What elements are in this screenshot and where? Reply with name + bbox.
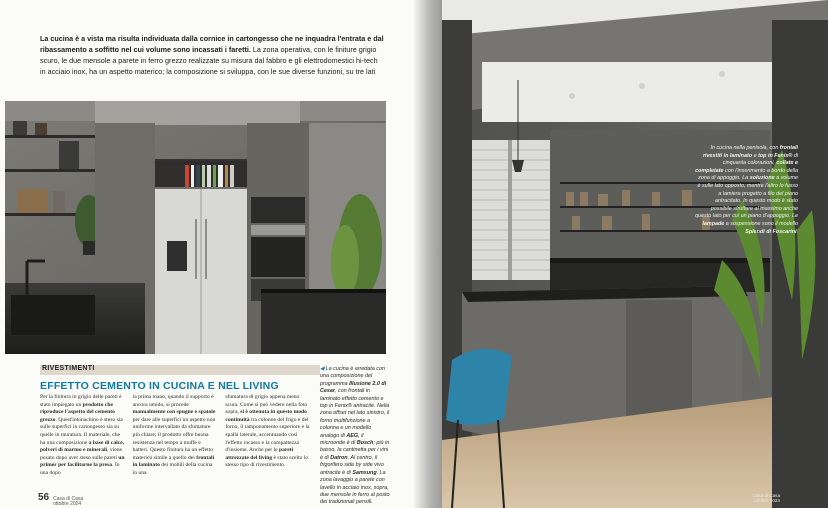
body-column-3: sfumatura di grigio appena meno scura. Come si può vedere nella foto sopra, si è ottenuta in questo modo continuità tra colonne del frigo e del forno, il tamponamento superiore e la spalla laterale, accentuando così l'effetto incasso e la compattezza d'insieme. Anche per le pareti attrezzate del living è stato scelto lo stesso tipo di rivestimento. <box>225 394 310 469</box>
living-kitchen-photo <box>442 0 828 508</box>
right-page <box>442 0 828 508</box>
intro-line: La cucina è a vista ma risulta individuata dalla cornice in cartongesso che ne inquadra l'entrata e dal <box>40 34 384 43</box>
body-columns <box>40 394 310 478</box>
section-tag: RIVESTIMENTI <box>42 365 95 372</box>
article-headline: EFFETTO CEMENTO IN CUCINA E NEL LIVING <box>40 380 279 392</box>
caption-arrow-icon: ◀ <box>320 366 326 372</box>
folio-magazine: Casa di Casa ottobre 2024 <box>53 496 84 507</box>
body-column-2: la prima mano, quando il supporto è ancora umido, si procede manualmente con spugne e spatole per dare alle superfici un aspetto non uniforme intervallato da sfumature più chiare; il prodotto offre buona resistenza nel tempo a muffe e batteri. Questo finitura ha un effetto materico simile a quello dei frontali in laminato dei mobili della cucina in una <box>132 394 216 476</box>
right-photo-caption: In cucina nella penisola, con frontali rivestiti in laminato e top in Fenix® di cinquanta colorazioni, collate e completate con l'inserimento a bordo della zona di appoggio. La soluzione a volume è sulle lato opposto, mentre l'altro lo fusso a lamiera progetto a filo del piano antracitato. In questo modo è stato possibile sfruttare al massimo anche questo lato per cui un piano d'appoggio. Le lampade a sospensione sono il modello Splendi di Foscarini. <box>695 145 798 235</box>
photo-caption: ◀ La cucina è arredata con una composizione del programma Illusione 2.0 di Cesar, con frontali in laminato effetto cemento e top in Fenix® antracite. Nella zona offset nel lato sinistro, il forno multifunzione a colonna e un modello analogo di AEG, il microonde è di Bosch; più in basso, la cantinetta per i vini è di Datron. Al centro, il frigorifero side by side vivo antracite è di Samsung. La zona lavaggio a parete con lavello in acciaio inox, sopra, due mensole in ferro al posto dei tradizionali pensili. <box>320 366 390 506</box>
right-folio: Casa di Casa ottobre 2024 <box>752 493 780 503</box>
page-gutter <box>414 0 442 508</box>
page-folio <box>38 492 83 507</box>
body-column-1: Per la finitura in grigio delle pareti è stato impiegato un prodotto che riproduce l'aspetto del cemento grezzo. Quest'intonachino è steso sia sulle superfici in cartongesso sia su quelle in muratura. Il materiale, che ha una composizione a base di calce, polveri di marmo e minerali, viene posato dopo aver steso sulle pareti un primer per facilitarne la presa. In una dopo <box>40 394 125 476</box>
intro-line: in acciaio inox, ha un aspetto materico; la composizione si sviluppa, con le sue diverse funzioni, su tre lati <box>40 67 376 76</box>
intro-line: scuro, le due mensole a parete in ferro grezzo realizzate su misura dal fabbro e gli elettrodomestici hi-tech <box>40 56 378 65</box>
kitchen-photo <box>5 101 386 354</box>
page-number: 56 <box>38 492 50 503</box>
kitchen-photo-illustration <box>5 101 386 354</box>
intro-line: ribassamento a soffitto nel cui volume sono incassati i faretti. La zona operativa, con le finiture grigio <box>40 45 377 54</box>
intro-paragraph <box>40 33 385 77</box>
